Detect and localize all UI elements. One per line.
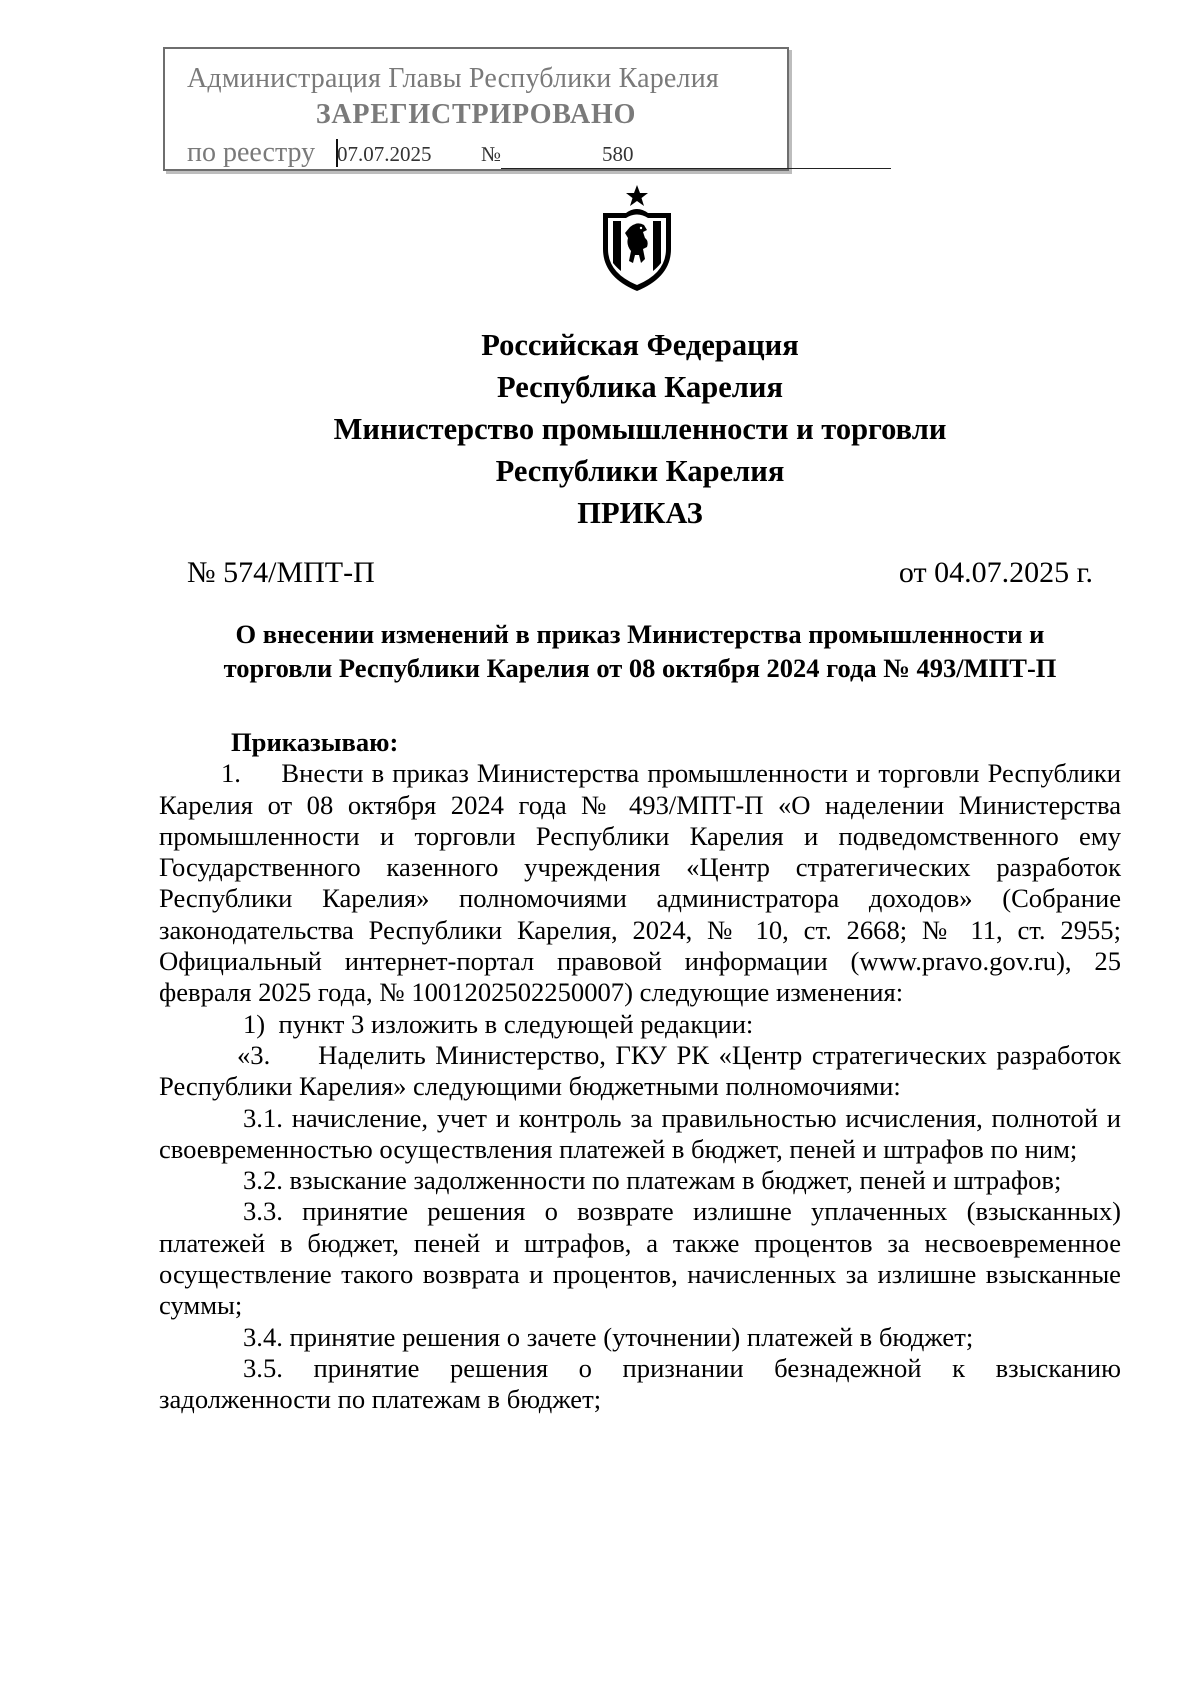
document-subject — [160, 617, 1120, 685]
order-date: от 04.07.2025 г. — [898, 556, 1093, 589]
paragraph-3: «3. Наделить Министерство, ГКУ РК «Центр стратегических разработок Республики Карелия» следующими бюджетными полномочиями: — [159, 1039, 1121, 1102]
paragraph-3-5: 3.5. принятие решения о признании безнадежной к взысканию задолженности по платежам в бюджет; — [159, 1352, 1121, 1415]
header-ministry-republic: Республики Карелия — [495, 454, 785, 488]
stamp-number-sign: № — [481, 142, 502, 166]
stamp-registration-date: 07.07.2025 — [337, 142, 432, 166]
stamp-registration-number: 580 — [602, 142, 634, 166]
stamp-registry-label: по реестру — [187, 137, 316, 168]
registration-stamp — [163, 47, 789, 171]
paragraph-3-2: 3.2. взыскание задолженности по платежам в бюджет, пеней и штрафов; — [243, 1165, 1062, 1196]
document-body — [159, 727, 1121, 1416]
stamp-number-underline — [501, 168, 891, 169]
paragraph-1-1: 1) пункт 3 изложить в следующей редакции: — [243, 1008, 754, 1039]
header-country: Российская Федерация — [481, 328, 799, 362]
document-type: ПРИКАЗ — [577, 496, 703, 530]
document-header — [160, 324, 1120, 534]
subject-line-1: О внесении изменений в приказ Министерства промышленности и — [235, 619, 1045, 649]
stamp-status: ЗАРЕГИСТРИРОВАНО — [315, 99, 637, 130]
stamp-organization: Администрация Главы Республики Карелия — [187, 63, 719, 94]
order-directive: Приказываю: — [231, 727, 399, 757]
karelia-coat-of-arms-icon — [597, 183, 677, 295]
header-ministry: Министерство промышленности и торговли — [333, 412, 947, 446]
header-republic: Республика Карелия — [497, 370, 783, 404]
paragraph-3-1: 3.1. начисление, учет и контроль за правильностью исчисления, полнотой и своевременностью осуществления платежей в бюджет, пеней и штрафов по ним; — [159, 1102, 1121, 1164]
paragraph-3-4: 3.4. принятие решения о зачете (уточнении) платежей в бюджет; — [243, 1321, 974, 1352]
paragraph-1: 1. Внести в приказ Министерства промышленности и торговли Республики Карелия от 08 октября 2024 года № 493/МПТ-П «О наделении Министерства промышленности и торговли Республики Карелия и подведомственного ему Государственного казенного учреждения «Центр стратегических разработок Республики Карелия» полномочиями администратора доходов» (Собрание законодательства Республики Карелия, 2024, № 10, ст. 2668; № 11, ст. 2955; Официальный интернет-портал правовой информации (www.pravo.gov.ru), 25 февраля 2025 года, № 1001202502250007) следующие изменения: — [159, 758, 1121, 1008]
order-number: № 574/МПТ-П — [187, 556, 375, 589]
paragraph-3-3: 3.3. принятие решения о возврате излишне уплаченных (взысканных) платежей в бюджет, пеней и штрафов, а также процентов за несвоевременное осуществление такого возврата и процентов, начисленных за излишне взысканные суммы; — [159, 1196, 1121, 1321]
subject-line-2: торговли Республики Карелия от 08 октября 2024 года № 493/МПТ-П — [223, 653, 1057, 683]
